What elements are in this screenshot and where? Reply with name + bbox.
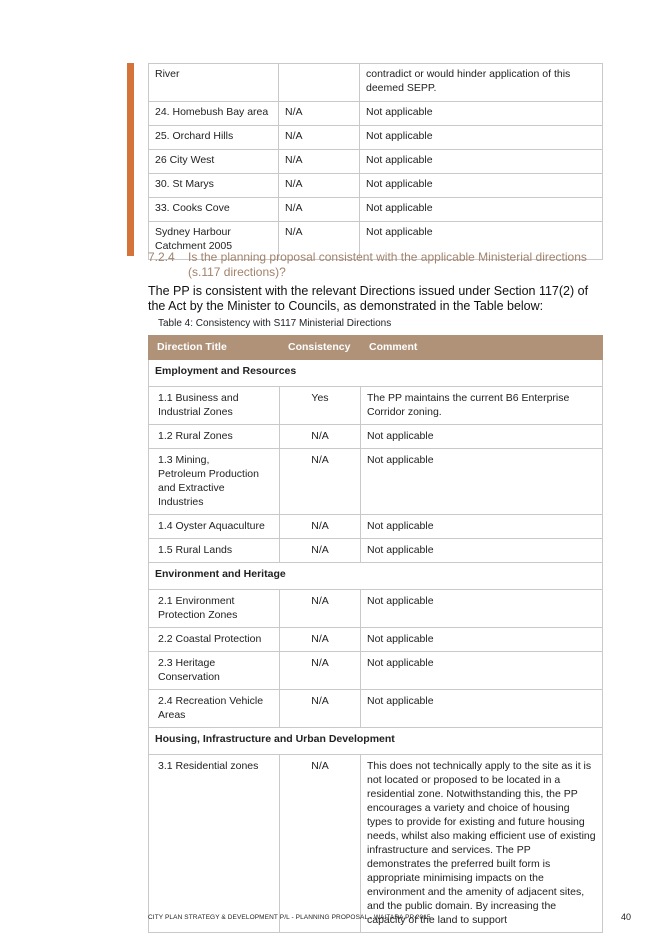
table-cell: N/A bbox=[279, 222, 360, 260]
table-row bbox=[149, 652, 603, 690]
column-header: Comment bbox=[361, 336, 603, 360]
table-cell: Not applicable bbox=[360, 126, 603, 150]
sepp-table bbox=[148, 63, 603, 260]
directions-table bbox=[148, 335, 603, 933]
table-cell: Sydney Harbour Catchment 2005 bbox=[149, 222, 279, 260]
table-row bbox=[149, 539, 603, 563]
table-cell: 25. Orchard Hills bbox=[149, 126, 279, 150]
table-row bbox=[149, 755, 603, 933]
table-row bbox=[149, 64, 603, 102]
comment: Not applicable bbox=[361, 690, 603, 728]
section-number: 7.2.4 bbox=[148, 250, 175, 264]
column-header: Consistency bbox=[280, 336, 361, 360]
table-cell: 24. Homebush Bay area bbox=[149, 102, 279, 126]
consistency: N/A bbox=[280, 590, 361, 628]
group-title: Housing, Infrastructure and Urban Development bbox=[149, 728, 603, 755]
group-row bbox=[149, 563, 603, 590]
table-row bbox=[149, 198, 603, 222]
table-row bbox=[149, 628, 603, 652]
comment: The PP maintains the current B6 Enterprise Corridor zoning. bbox=[361, 387, 603, 425]
table-cell: 33. Cooks Cove bbox=[149, 198, 279, 222]
direction-title: 3.1 Residential zones bbox=[149, 755, 280, 933]
comment: Not applicable bbox=[361, 590, 603, 628]
direction-title: 1.3 Mining, Petroleum Production and Extractive Industries bbox=[149, 449, 280, 515]
table-row bbox=[149, 690, 603, 728]
consistency: N/A bbox=[280, 425, 361, 449]
comment: This does not technically apply to the site as it is not located or proposed to be located in a residential zone. Notwithstanding this, the PP encourages a variety and choice of housing types to provide for existing and future housing needs, whilst also making efficient use of existing infrastructure and services. The PP demonstrates the preferred built form is appropriate minimising impacts on the environment and the amenity of adjacent sites, and the public domain. By increasing the capacity of the land to support bbox=[361, 755, 603, 933]
table-cell: contradict or would hinder application of this deemed SEPP. bbox=[360, 64, 603, 102]
comment: Not applicable bbox=[361, 425, 603, 449]
comment: Not applicable bbox=[361, 539, 603, 563]
direction-title: 1.4 Oyster Aquaculture bbox=[149, 515, 280, 539]
direction-title: 2.3 Heritage Conservation bbox=[149, 652, 280, 690]
table-cell: Not applicable bbox=[360, 102, 603, 126]
group-title: Environment and Heritage bbox=[149, 563, 603, 590]
table-cell: N/A bbox=[279, 126, 360, 150]
consistency: N/A bbox=[280, 449, 361, 515]
table-cell: River bbox=[149, 64, 279, 102]
consistency: N/A bbox=[280, 755, 361, 933]
direction-title: 2.4 Recreation Vehicle Areas bbox=[149, 690, 280, 728]
group-row bbox=[149, 360, 603, 387]
comment: Not applicable bbox=[361, 652, 603, 690]
consistency: Yes bbox=[280, 387, 361, 425]
table-row bbox=[149, 150, 603, 174]
page-footer: CITY PLAN STRATEGY & DEVELOPMENT P/L - PLANNING PROPOSAL - WAITARA PP 2015 bbox=[148, 914, 431, 921]
column-header: Direction Title bbox=[149, 336, 280, 360]
page-number: 40 bbox=[621, 912, 632, 922]
table-row bbox=[149, 126, 603, 150]
table-cell bbox=[279, 64, 360, 102]
consistency: N/A bbox=[280, 652, 361, 690]
table-header-row bbox=[149, 336, 603, 360]
section-accent-bar bbox=[127, 63, 134, 256]
group-row bbox=[149, 728, 603, 755]
consistency: N/A bbox=[280, 539, 361, 563]
comment: Not applicable bbox=[361, 515, 603, 539]
table-cell: Not applicable bbox=[360, 174, 603, 198]
comment: Not applicable bbox=[361, 628, 603, 652]
body-paragraph: The PP is consistent with the relevant Directions issued under Section 117(2) of the Act by the Minister to Councils, as demonstrated in the Table below: bbox=[148, 284, 589, 313]
direction-title: 1.1 Business and Industrial Zones bbox=[149, 387, 280, 425]
table-cell: N/A bbox=[279, 102, 360, 126]
table-cell: 30. St Marys bbox=[149, 174, 279, 198]
table-cell: N/A bbox=[279, 174, 360, 198]
table-cell: N/A bbox=[279, 198, 360, 222]
consistency: N/A bbox=[280, 690, 361, 728]
direction-title: 2.1 Environment Protection Zones bbox=[149, 590, 280, 628]
table-cell: Not applicable bbox=[360, 222, 603, 260]
section-title: Is the planning proposal consistent with the applicable Ministerial directions (s.117 directions)? bbox=[188, 250, 587, 279]
table-cell: N/A bbox=[279, 150, 360, 174]
table-cell: Not applicable bbox=[360, 198, 603, 222]
table-row bbox=[149, 515, 603, 539]
direction-title: 2.2 Coastal Protection bbox=[149, 628, 280, 652]
consistency: N/A bbox=[280, 628, 361, 652]
table-row bbox=[149, 387, 603, 425]
consistency: N/A bbox=[280, 515, 361, 539]
table-caption: Table 4: Consistency with S117 Ministerial Directions bbox=[158, 318, 392, 329]
direction-title: 1.2 Rural Zones bbox=[149, 425, 280, 449]
table-cell: 26 City West bbox=[149, 150, 279, 174]
table-row bbox=[149, 449, 603, 515]
comment: Not applicable bbox=[361, 449, 603, 515]
direction-title: 1.5 Rural Lands bbox=[149, 539, 280, 563]
table-row bbox=[149, 102, 603, 126]
group-title: Employment and Resources bbox=[149, 360, 603, 387]
table-row bbox=[149, 174, 603, 198]
table-row bbox=[149, 590, 603, 628]
table-cell: Not applicable bbox=[360, 150, 603, 174]
table-row bbox=[149, 425, 603, 449]
